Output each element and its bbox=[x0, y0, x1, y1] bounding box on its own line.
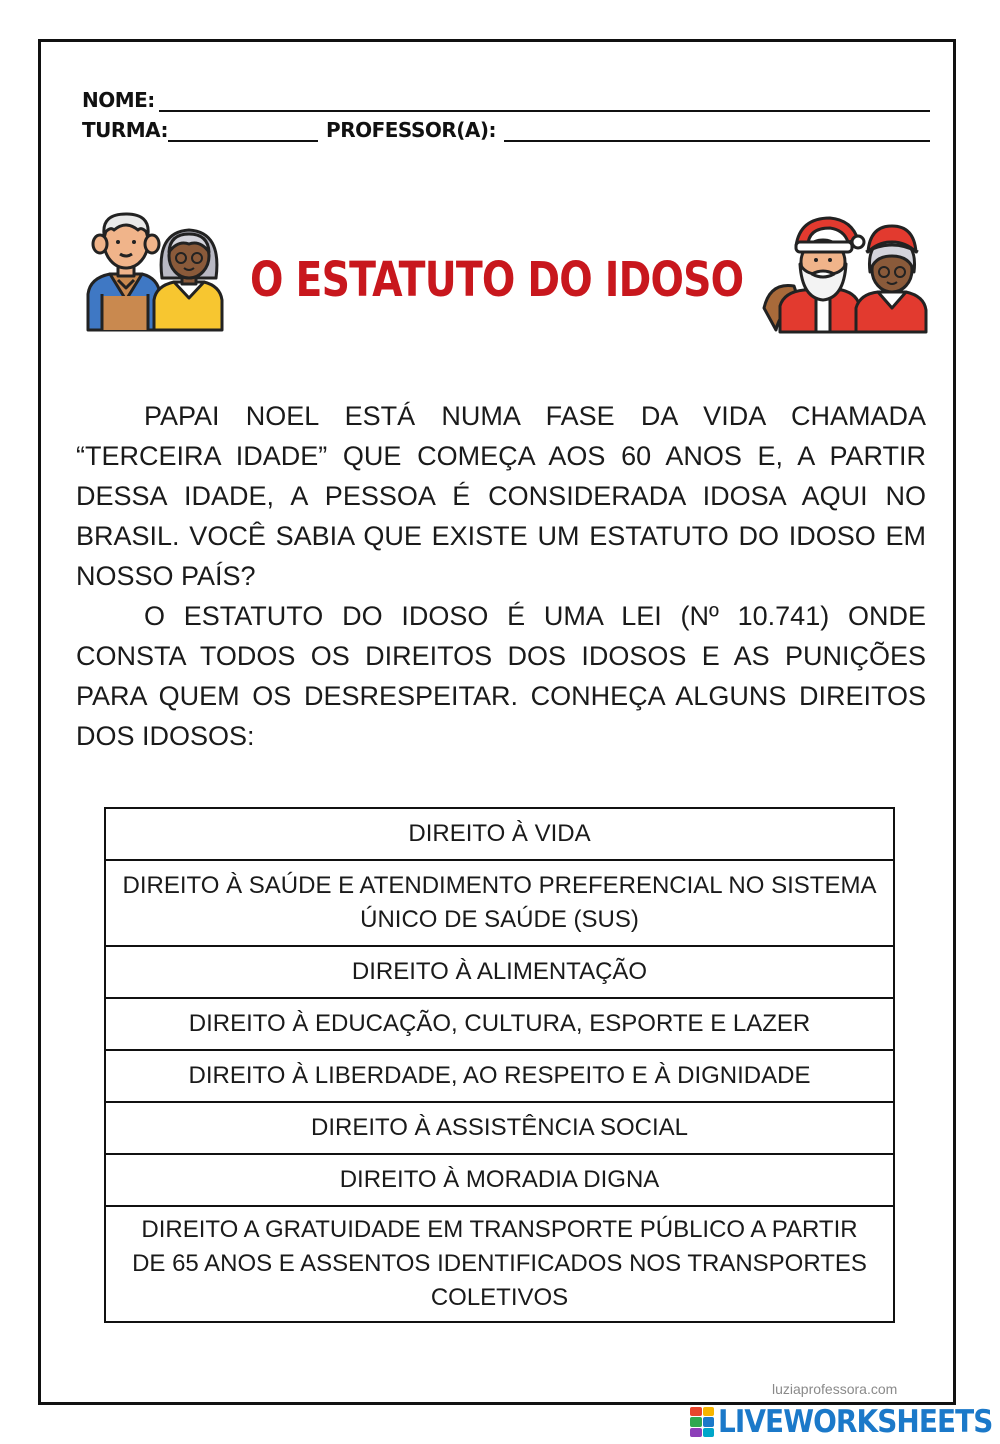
right-cell: DIREITO À EDUCAÇÃO, CULTURA, ESPORTE E LAZER bbox=[105, 998, 894, 1050]
table-row bbox=[105, 946, 894, 998]
brand-name: LIVEWORKSHEETS bbox=[718, 1404, 993, 1440]
table-row bbox=[105, 860, 894, 946]
table-row bbox=[105, 1206, 894, 1322]
elderly-couple-icon bbox=[82, 208, 224, 332]
credit-text: luziaprofessora.com bbox=[772, 1381, 898, 1397]
right-cell: DIREITO A GRATUIDADE EM TRANSPORTE PÚBLICO A PARTIR DE 65 ANOS E ASSENTOS IDENTIFICADOS NOS TRANSPORTES COLETIVOS bbox=[105, 1206, 894, 1322]
liveworksheets-logo-icon bbox=[690, 1407, 714, 1437]
rights-table bbox=[104, 807, 895, 1323]
right-cell: DIREITO À VIDA bbox=[105, 808, 894, 860]
right-cell: DIREITO À LIBERDADE, AO RESPEITO E À DIGNIDADE bbox=[105, 1050, 894, 1102]
class-label: TURMA: bbox=[82, 118, 169, 142]
table-row bbox=[105, 1102, 894, 1154]
liveworksheets-brand[interactable] bbox=[690, 1404, 1000, 1440]
table-row bbox=[105, 998, 894, 1050]
right-cell: DIREITO À ASSISTÊNCIA SOCIAL bbox=[105, 1102, 894, 1154]
name-row bbox=[82, 88, 930, 112]
table-row bbox=[105, 1154, 894, 1206]
page-title: O ESTATUTO DO IDOSO bbox=[250, 252, 744, 308]
teacher-label: PROFESSOR(A): bbox=[326, 118, 497, 142]
table-row bbox=[105, 808, 894, 860]
statute-paragraph: O ESTATUTO DO IDOSO É UMA LEI (Nº 10.741) ONDE CONSTA TODOS OS DIREITOS DOS IDOSOS E AS PUNIÇÕES PARA QUEM OS DESRESPEITAR. CONHEÇA ALGUNS DIREITOS DOS IDOSOS: bbox=[76, 601, 926, 751]
name-field[interactable] bbox=[159, 92, 930, 112]
teacher-field[interactable] bbox=[504, 122, 930, 142]
santa-claus-couple-icon bbox=[760, 212, 930, 334]
table-row bbox=[105, 1050, 894, 1102]
class-field[interactable] bbox=[168, 122, 318, 142]
name-label: NOME: bbox=[82, 88, 155, 112]
right-cell: DIREITO À ALIMENTAÇÃO bbox=[105, 946, 894, 998]
class-teacher-row bbox=[82, 118, 930, 142]
right-cell: DIREITO À SAÚDE E ATENDIMENTO PREFERENCIAL NO SISTEMA ÚNICO DE SAÚDE (SUS) bbox=[105, 860, 894, 946]
intro-paragraph: PAPAI NOEL ESTÁ NUMA FASE DA VIDA CHAMADA “TERCEIRA IDADE” QUE COMEÇA AOS 60 ANOS E, A PARTIR DESSA IDADE, A PESSOA É CONSIDERADA IDOSA AQUI NO BRASIL. VOCÊ SABIA QUE EXISTE UM ESTATUTO DO IDOSO EM NOSSO PAÍS? bbox=[76, 401, 926, 591]
right-cell: DIREITO À MORADIA DIGNA bbox=[105, 1154, 894, 1206]
